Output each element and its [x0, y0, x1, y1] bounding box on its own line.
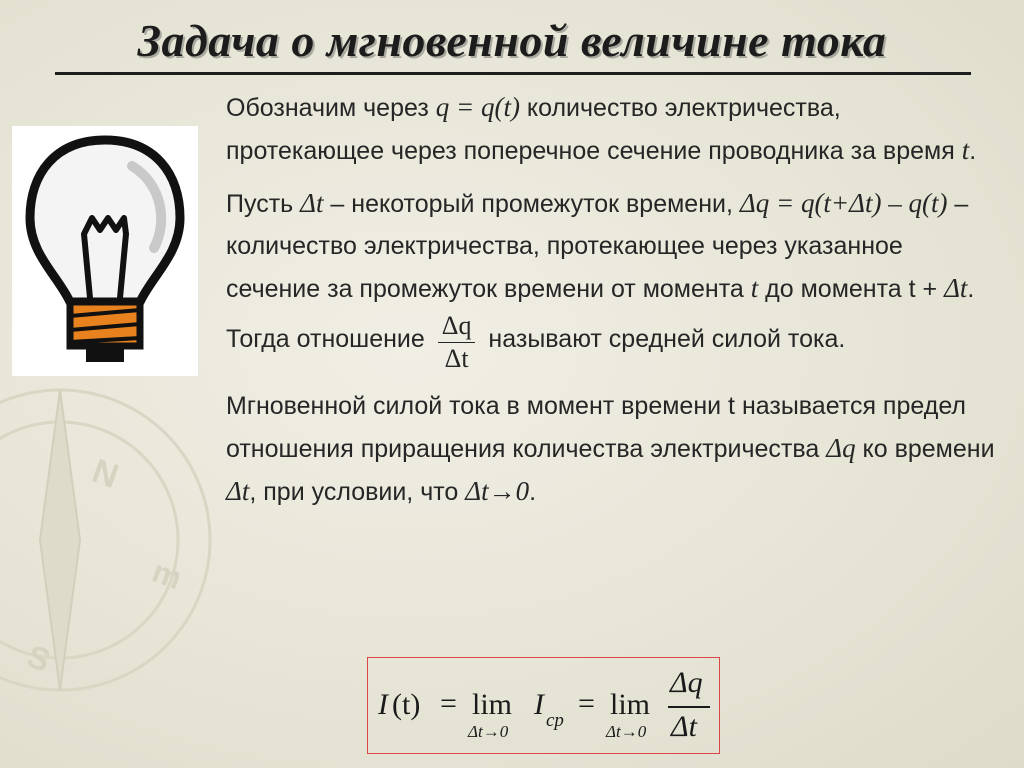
p1-var-t: t — [961, 135, 970, 165]
p2-var-dt-2: Δt — [944, 273, 968, 303]
bulb-picture — [12, 126, 198, 376]
p3-limit: Δt→0 — [465, 476, 530, 506]
paragraph-3 — [226, 385, 996, 513]
p3-text-2: ко времени — [855, 435, 995, 463]
p2-text-1: Пусть — [226, 190, 301, 218]
p2-text-6: называют средней силой тока. — [481, 325, 846, 354]
p2-var-dt: Δt — [300, 188, 324, 218]
formula-equals-2: = — [578, 687, 595, 720]
p3-var-dt: Δt — [226, 476, 250, 506]
p2-formula-dq: Δq = q(t+Δt) – q(t) — [739, 188, 948, 218]
light-bulb-icon — [12, 126, 198, 376]
formula-numerator: Δq — [670, 666, 703, 699]
p1-formula-q: q = q(t) — [435, 92, 520, 122]
p3-var-dq: Δq — [826, 433, 856, 463]
formula-lim-2-sub: Δt→0 — [606, 722, 647, 741]
formula-equals-1: = — [440, 687, 457, 720]
p1-text-2: количество электричества, протекающее через поперечное сечение проводника за время — [226, 94, 962, 165]
fraction-denominator: Δt — [444, 344, 469, 373]
p3-text-4: . — [529, 478, 537, 506]
slide-title: Задача о мгновенной величине тока — [137, 15, 887, 66]
p3-text-1: Мгновенной силой тока в момент времени t называется предел отношения приращения количества электричества — [226, 392, 966, 463]
formula-lim-2: lim — [610, 688, 651, 721]
paragraph-1 — [226, 86, 996, 172]
formula-mid: I — [534, 688, 544, 721]
p2-text-4: до момента t + — [758, 275, 945, 303]
title-underline — [55, 72, 971, 75]
p2-text-3: – количество электричества, протекающее через указанное сечение за промежуток времени от момента — [226, 190, 969, 303]
formula-lim-1: lim — [472, 688, 513, 721]
watermark-letter-m: m — [147, 552, 187, 597]
formula-mid-sub: cp — [546, 710, 564, 731]
p2-var-t: t — [750, 273, 759, 303]
formula-lhs: I — [378, 688, 388, 721]
watermark-letter-n: N — [87, 451, 124, 496]
current-formula-box — [367, 657, 720, 754]
watermark-letter-s: S — [22, 637, 55, 679]
compass-watermark — [0, 380, 260, 768]
formula-arg: (t) — [392, 688, 421, 721]
p1-text-3: . — [969, 137, 977, 165]
formula-fraction-bar — [668, 706, 710, 708]
formula-denominator: Δt — [671, 710, 697, 743]
formula-lim-1-sub: Δt→0 — [468, 722, 509, 741]
body-text — [226, 86, 996, 513]
p2-text-5: . Тогда отношение — [226, 275, 975, 354]
p3-text-3: , при условии, что — [249, 478, 466, 506]
fraction-numerator: Δq — [438, 312, 476, 343]
ratio-fraction — [438, 312, 476, 373]
p2-text-2: – некоторый промежуток времени, — [323, 190, 740, 218]
paragraph-2 — [226, 182, 996, 371]
p1-text-1: Обозначим через — [226, 94, 436, 122]
